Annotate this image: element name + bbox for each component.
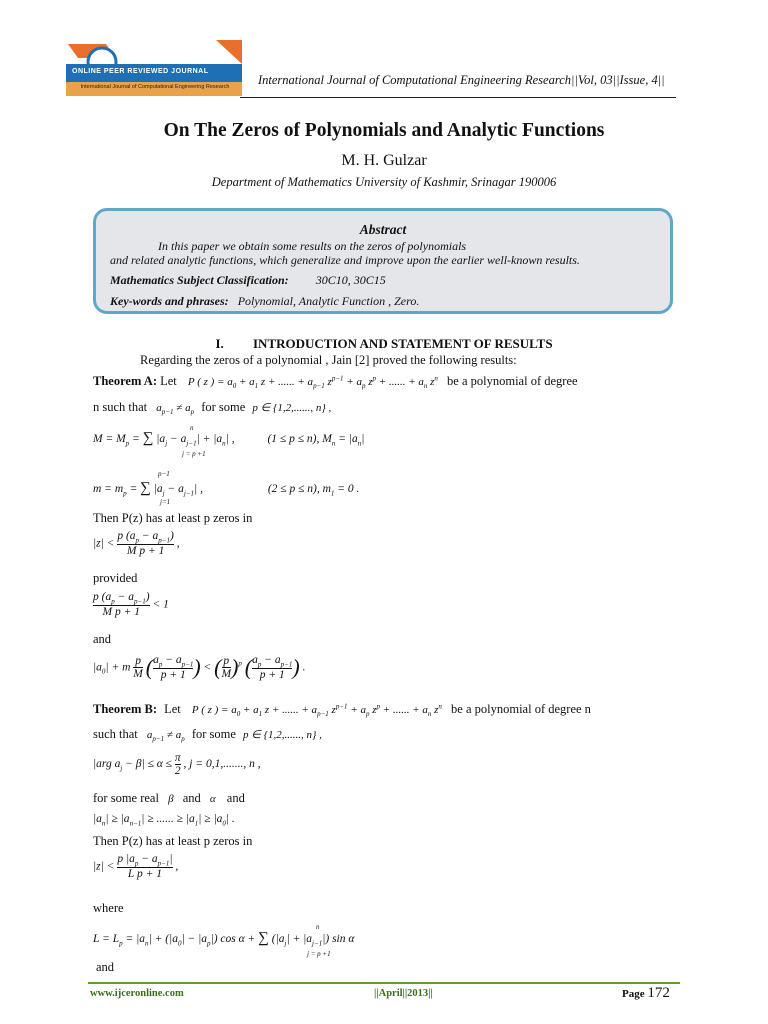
provided-text: provided xyxy=(93,571,138,585)
journal-header: International Journal of Computational Engineering Research||Vol, 03||Issue, 4|| xyxy=(258,73,665,87)
and-text-2: and xyxy=(96,960,115,974)
logo-text: IJCER xyxy=(118,40,183,65)
theorem-a-condition xyxy=(93,400,331,416)
for-some-real-text: for some real xyxy=(93,791,159,805)
section-heading xyxy=(0,336,768,352)
equation-L: $L = L_p = |a_n| + (|a_0| - |a_p|)$ cos α + ∑ $(|a_j| + |a_{j-1}|)$ sin α xyxy=(93,930,355,948)
abstract-heading: Abstract xyxy=(359,222,407,237)
keywords xyxy=(110,294,419,309)
and-text-1: and xyxy=(93,632,112,646)
paper-title: On The Zeros of Polynomials and Analytic Functions xyxy=(163,120,605,141)
keywords-value: Polynomial, Analytic Function , Zero. xyxy=(237,294,420,308)
arg-condition: |arg $a_j - \beta| \le \alpha$ ≤ $\frac{\pi}{2}$ , j = 0,1,......., n , xyxy=(93,752,261,777)
sum-lower-j1: j=1 xyxy=(160,498,171,506)
page-number: 172 xyxy=(647,985,670,1001)
abstract-box xyxy=(93,208,673,314)
journal-logo xyxy=(66,40,242,100)
sum-upper-n-b: n xyxy=(316,923,320,931)
sum-lower-p1: j = p +1 xyxy=(182,450,206,458)
inequality-a: $|a_0| + m$ $\frac{p}{M}$ ( $\frac{a_p - a_{p-1}}{p + 1}$ ) < ( $\frac{p}{M}$ )$^p$ ( $\frac{a_p - a_{p-1}}{p + 1}$ ) . xyxy=(93,654,306,682)
and-word-b: and xyxy=(182,791,201,805)
polynomial-expr-a: P ( z ) = $a_0 + a_1$ z + ...... + $a_{p-1}$ $z^{p-1} + a_p$ $z^p$ + ...... + $a_n$ $z^n$ xyxy=(187,374,438,391)
condition-expr: $a_{p-1} \ne a_p$ xyxy=(156,402,195,417)
be-polynomial-text: be a polynomial of degree xyxy=(447,374,578,388)
for-some-real-line: for some real β and α and xyxy=(93,791,245,805)
keywords-label: Key-words and phrases: xyxy=(110,294,229,308)
theorem-b-label: Theorem B: xyxy=(93,702,157,716)
for-some-text: for some xyxy=(201,400,246,414)
then-text-a: Then P(z) has at least p zeros in xyxy=(93,511,253,525)
let-word-b: Let xyxy=(164,702,181,716)
footer-page xyxy=(622,985,670,1002)
be-polynomial-n-text: be a polynomial of degree n xyxy=(451,702,591,716)
affiliation: Department of Mathematics University of Kashmir, Srinagar 190006 xyxy=(211,175,557,189)
provided-ineq: $\frac{p (a_p - a_{p-1})}{\text{M p + 1}}$ < 1 xyxy=(93,591,169,619)
logo-tagline: ONLINE PEER REVIEWED JOURNAL xyxy=(72,68,209,75)
and-word-b2: and xyxy=(226,791,245,805)
bound-b: |z| < $\frac{p |a_p - a_{p-1}|}{\text{L p + 1}}$ , xyxy=(93,853,179,881)
sum-upper-n: n xyxy=(190,424,194,432)
abstract-line-2: and related analytic functions, which generalize and improve upon the earlier well-known results. xyxy=(110,253,580,267)
intro-sentence: Regarding the zeros of a polynomial , Jain [2] proved the following results: xyxy=(140,353,517,367)
set-expr: p ∈ {1,2,......, n} , xyxy=(252,402,332,414)
msc xyxy=(110,273,386,288)
then-text-b: Then P(z) has at least p zeros in xyxy=(93,834,253,848)
condition-expr-b: $a_{p-1} \ne a_p$ xyxy=(146,729,185,744)
footer-rule xyxy=(88,982,680,984)
footer-url[interactable]: www.ijceronline.com xyxy=(90,988,184,999)
header-rule xyxy=(240,97,676,98)
sum-lower-p1-b: j = p +1 xyxy=(307,950,331,958)
polynomial-expr-b: P ( z ) = $a_0 + a_1$ z + ...... + $a_{p-1}$ $z^{p-1} + a_p$ $z^p$ + ...... + $a_n$ $z^n$ xyxy=(191,702,442,719)
set-expr-b: p ∈ {1,2,......, n} , xyxy=(243,729,322,741)
theorem-a-label: Theorem A: xyxy=(93,374,157,388)
equation-M: $M = M_p$ = ∑ $|a_j - a_{j-1}| + |a_n|$ , (1 ≤ p ≤ n), $M_n = |a_n|$ xyxy=(93,430,365,448)
such-that-text: such that xyxy=(93,727,138,741)
logo-subtitle: International Journal of Computational Engineering Research xyxy=(80,84,230,90)
bound-a: |z| < $\frac{p (a_p - a_{p-1})}{\text{M p + 1}}$ , xyxy=(93,530,180,558)
let-word: Let xyxy=(160,374,177,388)
monotone-condition: $|a_n| \ge |a_{n-1}|$ ≥ ...... ≥ $|a_1| \ge |a_0|$ . xyxy=(93,813,235,828)
for-some-text-b: for some xyxy=(191,727,236,741)
section-number: I. xyxy=(215,336,224,351)
sum-upper-p1: p−1 xyxy=(158,470,170,478)
theorem-b-condition xyxy=(93,727,322,743)
footer-date: ||April||2013|| xyxy=(374,988,433,999)
section-title: INTRODUCTION AND STATEMENT OF RESULTS xyxy=(253,336,553,351)
theorem-a-statement xyxy=(93,374,578,390)
such-that-n: n such that xyxy=(93,400,148,414)
theorem-b-statement xyxy=(93,702,591,718)
page-label: Page xyxy=(622,988,645,1000)
abstract-line-1: In this paper we obtain some results on the zeros of polynomials xyxy=(158,239,467,253)
equation-m: $m = m_p$ = ∑ $|a_j - a_{j-1}|$ , (2 ≤ p ≤ n), $m_1 = 0$ . xyxy=(93,480,360,498)
where-text: where xyxy=(93,901,124,915)
author: M. H. Gulzar xyxy=(341,152,427,169)
msc-label: Mathematics Subject Classification: xyxy=(110,273,289,287)
msc-value: 30C10, 30C15 xyxy=(315,273,386,287)
